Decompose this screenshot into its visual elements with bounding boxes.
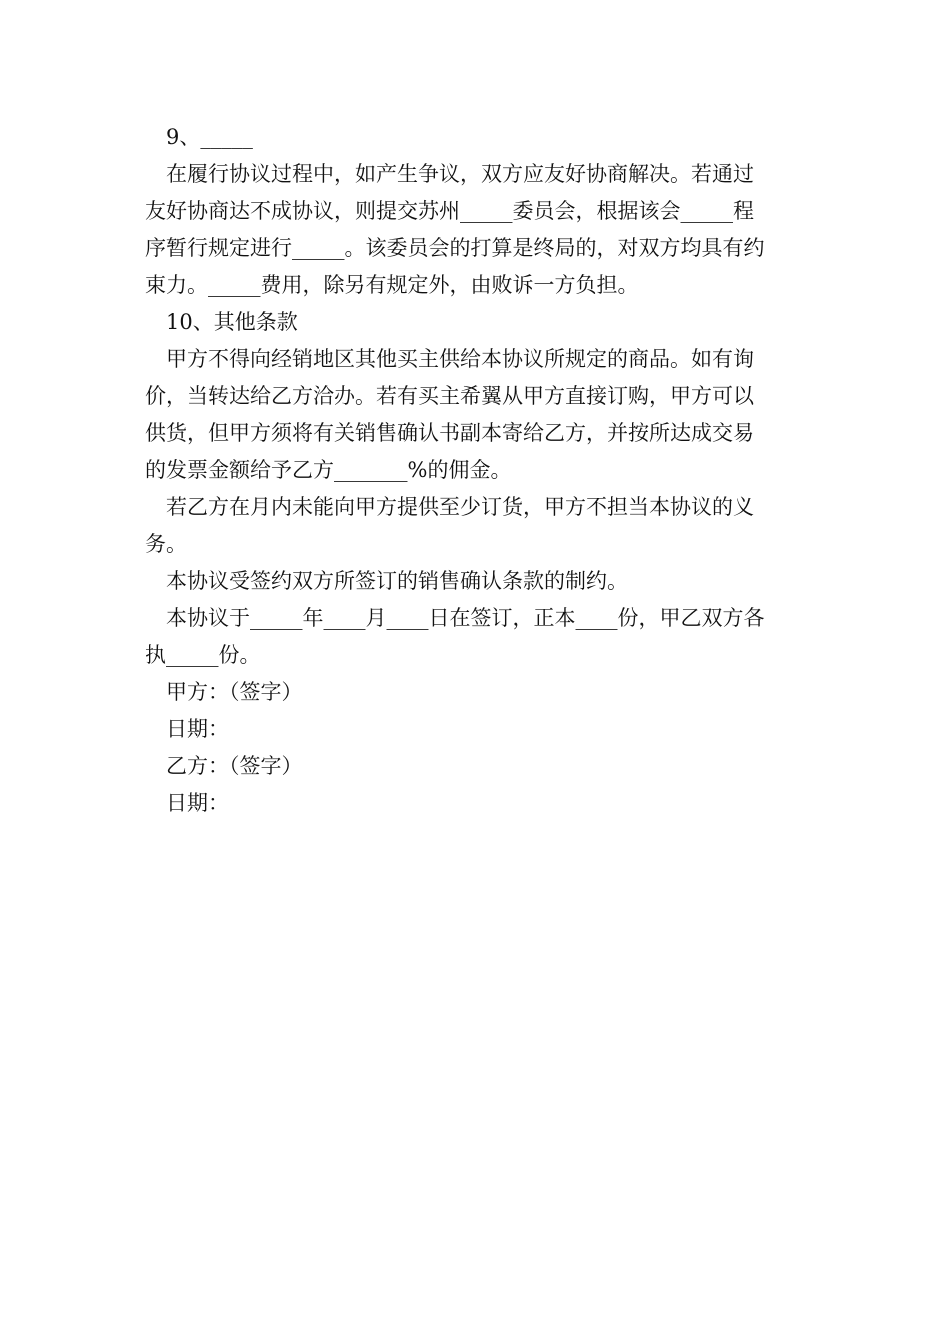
party-b-date-line: 日期： (166, 791, 229, 815)
obligation-paragraph-line-1: 若乙方在月内未能向甲方提供至少订货，甲方不担当本协议的义 (166, 495, 754, 519)
other-terms-paragraph-line-3: 供货，但甲方须将有关销售确认书副本寄给乙方，并按所达成交易 (145, 421, 754, 445)
obligation-paragraph-line-2: 务。 (145, 532, 187, 556)
other-terms-paragraph-line-2: 价，当转达给乙方洽办。若有买主希翼从甲方直接订购，甲方可以 (145, 384, 754, 408)
party-b-signature-line: 乙方：（签字） (166, 754, 303, 778)
dispute-paragraph-line-1: 在履行协议过程中，如产生争议，双方应友好协商解决。若通过 (166, 162, 754, 186)
other-terms-paragraph-line-1: 甲方不得向经销地区其他买主供给本协议所规定的商品。如有询 (166, 347, 754, 371)
party-a-signature-line: 甲方：（签字） (166, 680, 303, 704)
signing-paragraph-line-1: 本协议于_____年____月____日在签订，正本____份，甲乙双方各 (166, 606, 765, 630)
other-terms-paragraph-line-4: 的发票金额给予乙方_______%的佣金。 (145, 458, 512, 482)
document-page (145, 119, 807, 822)
constraint-paragraph: 本协议受签约双方所签订的销售确认条款的制约。 (166, 569, 628, 593)
signing-paragraph-line-2: 执_____份。 (145, 643, 261, 667)
clause-10-heading: 10、其他条款 (166, 310, 298, 334)
dispute-paragraph-line-2: 友好协商达不成协议，则提交苏州_____委员会，根据该会_____程 (145, 199, 754, 223)
dispute-paragraph-line-4: 束力。_____费用，除另有规定外，由败诉一方负担。 (145, 273, 639, 297)
dispute-paragraph-line-3: 序暂行规定进行_____。该委员会的打算是终局的，对双方均具有约 (145, 236, 765, 260)
party-a-date-line: 日期： (166, 717, 229, 741)
clause-9-heading: 9、_____ (166, 125, 253, 149)
